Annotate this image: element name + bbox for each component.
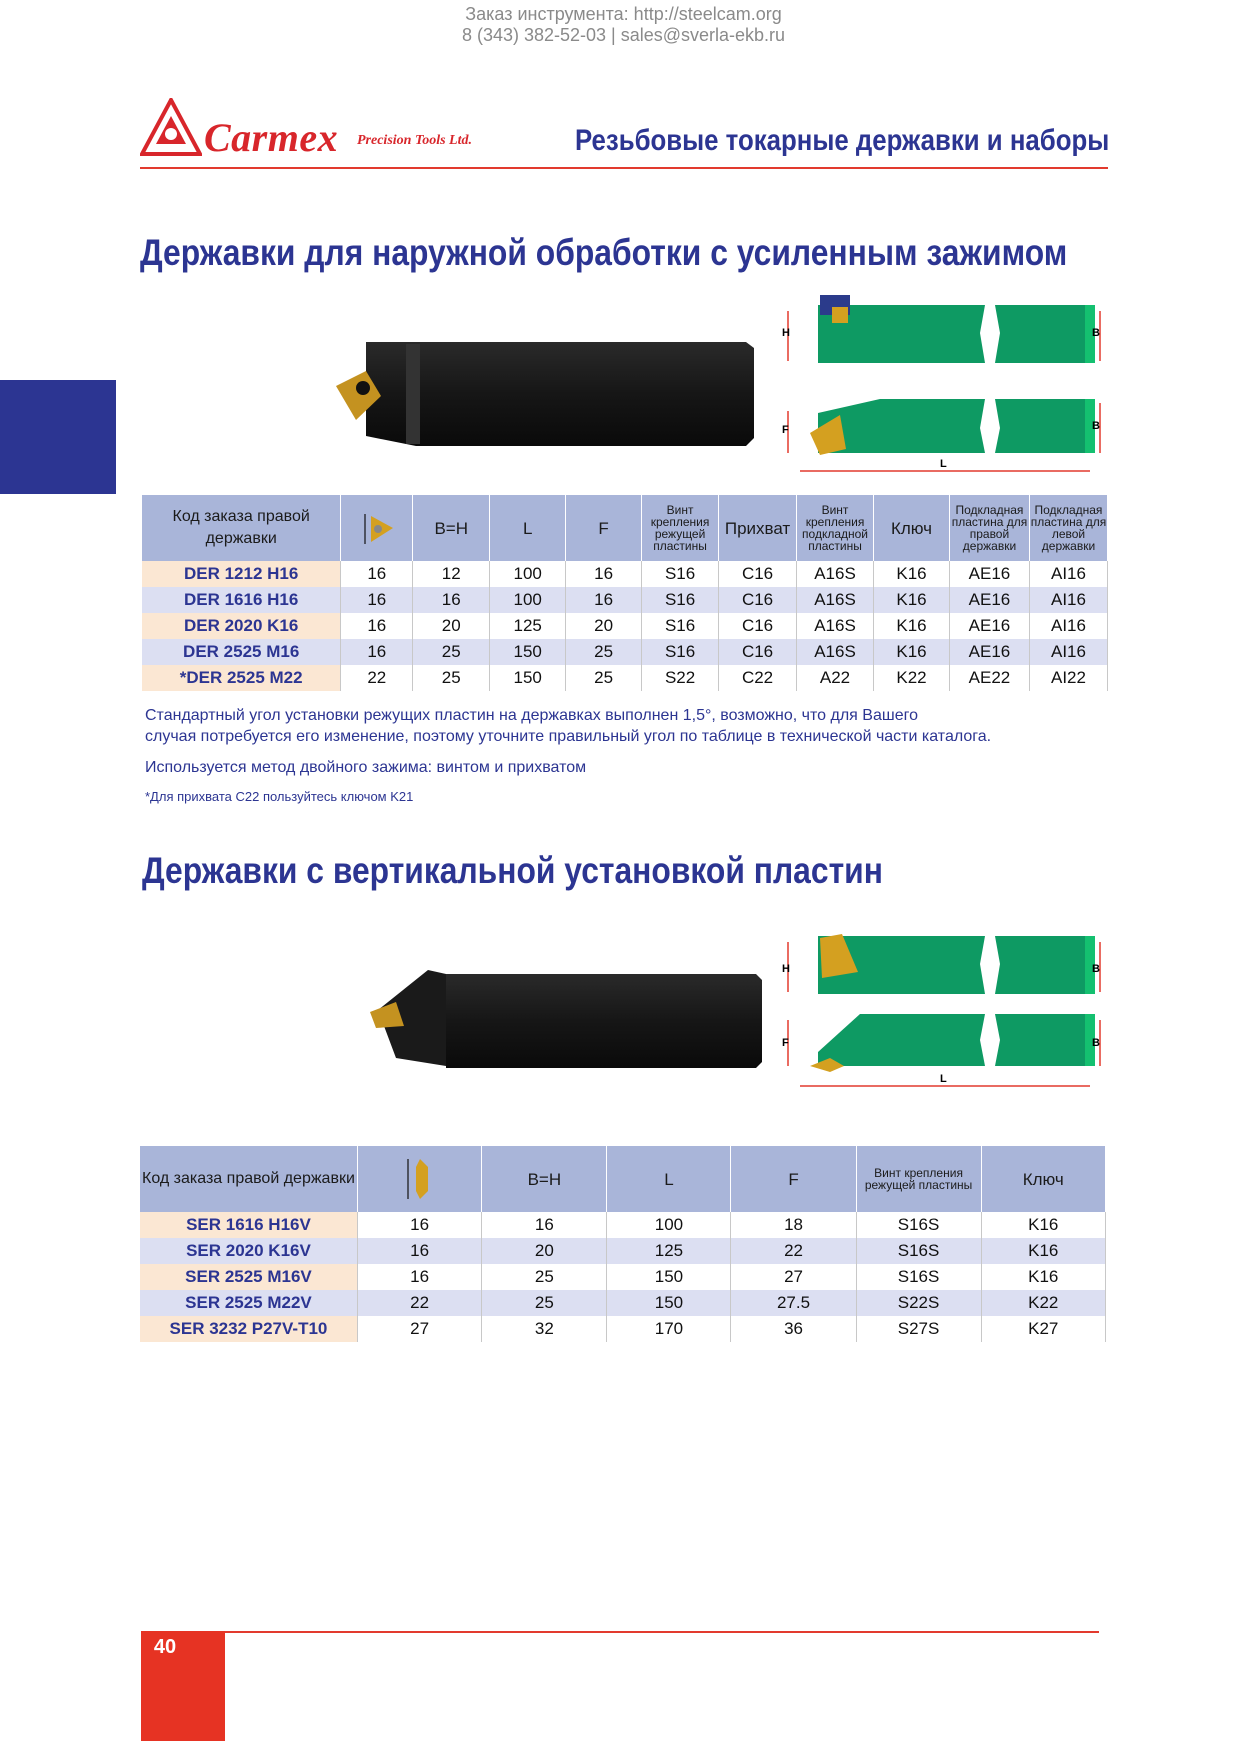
- table-cell: S16S: [856, 1212, 981, 1238]
- table-cell: C16: [719, 561, 797, 587]
- note-key: *Для прихвата C22 пользуйтесь ключом K21: [145, 789, 414, 804]
- table-cell: 25: [413, 639, 490, 665]
- note-angle-1: Стандартный угол установки режущих пластин на державках выполнен 1,5°, возможно, что для Вашего: [145, 707, 918, 724]
- table-cell: 20: [413, 613, 490, 639]
- table-cell: K22: [874, 665, 950, 691]
- table-cell: 150: [490, 665, 566, 691]
- col2-bh: B=H: [482, 1146, 607, 1212]
- order-code-cell: SER 2525 M22V: [140, 1290, 357, 1316]
- table-cell: 150: [490, 639, 566, 665]
- table-cell: 16: [413, 587, 490, 613]
- table-cell: K16: [874, 587, 950, 613]
- table-cell: A16S: [797, 587, 874, 613]
- dim-label-b3: B: [1092, 963, 1100, 975]
- table-cell: 16: [357, 1238, 481, 1264]
- col2-insert-size: [357, 1146, 481, 1212]
- diagram-top-view-1: [780, 393, 1110, 478]
- dim-label-b2: B: [1092, 420, 1100, 432]
- table-cell: S27S: [856, 1316, 981, 1342]
- diagram-side-view-1: [780, 293, 1110, 363]
- table-cell: K16: [874, 561, 950, 587]
- table-cell: K27: [981, 1316, 1105, 1342]
- table-cell: 150: [607, 1290, 731, 1316]
- col2-f: F: [731, 1146, 856, 1212]
- order-code-cell: SER 2525 M16V: [140, 1264, 357, 1290]
- table-cell: 36: [731, 1316, 856, 1342]
- col2-insert-screw: Винт крепления режущей пластины: [856, 1146, 981, 1212]
- table-cell: A16S: [797, 561, 874, 587]
- table-cell: AE16: [949, 613, 1029, 639]
- dim-label-l: L: [940, 458, 947, 470]
- order-code-cell: SER 2020 K16V: [140, 1238, 357, 1264]
- table-cell: S16S: [856, 1238, 981, 1264]
- section-side-tab: [0, 380, 116, 494]
- table-cell: C22: [719, 665, 797, 691]
- table-row: [142, 665, 1108, 691]
- col2-order-code: Код заказа правой державки: [140, 1146, 357, 1212]
- order-code-cell: *DER 2525 M22: [142, 665, 341, 691]
- table-cell: 25: [482, 1264, 607, 1290]
- note-angle-2: случая потребуется его изменение, поэтому уточните правильный угол по таблице в технической части каталога.: [145, 728, 992, 745]
- table-row: [140, 1290, 1106, 1316]
- dim-label-f: F: [782, 424, 789, 436]
- table-cell: AI22: [1029, 665, 1107, 691]
- brand-subtitle: Precision Tools Ltd.: [357, 133, 472, 148]
- table-cell: 25: [482, 1290, 607, 1316]
- table-cell: 16: [341, 639, 413, 665]
- carmex-logo-icon: [140, 98, 202, 158]
- table-cell: S16S: [856, 1264, 981, 1290]
- col-order-code: Код заказа правой державки: [142, 495, 341, 561]
- insert-size-icon: [357, 508, 397, 548]
- table-cell: A22: [797, 665, 874, 691]
- col-bh: B=H: [413, 495, 490, 561]
- col-f: F: [566, 495, 642, 561]
- table-cell: 170: [607, 1316, 731, 1342]
- spec-table-der: [142, 495, 1108, 691]
- table-row: [140, 1316, 1106, 1342]
- contact-line-order: Заказ инструмента: http://steelcam.org: [465, 4, 782, 24]
- table-cell: AI16: [1029, 561, 1107, 587]
- col-l: L: [490, 495, 566, 561]
- table-cell: AI16: [1029, 639, 1107, 665]
- spec-table-ser: [140, 1146, 1106, 1342]
- tool-holder-photo-2: [366, 966, 766, 1071]
- table-cell: 16: [566, 561, 642, 587]
- table-cell: 16: [357, 1264, 481, 1290]
- contact-line-phone: 8 (343) 382-52-03 | sales@sverla-ekb.ru: [461, 25, 786, 45]
- table-row: [140, 1212, 1106, 1238]
- table-cell: 16: [341, 613, 413, 639]
- table-cell: 18: [731, 1212, 856, 1238]
- table-cell: 20: [566, 613, 642, 639]
- page-header-title: Резьбовые токарные державки и наборы: [574, 124, 1109, 157]
- table-cell: 25: [566, 665, 642, 691]
- table-cell: 125: [607, 1238, 731, 1264]
- table-cell: AI16: [1029, 613, 1107, 639]
- table-cell: 12: [413, 561, 490, 587]
- dim-label-l2: L: [940, 1073, 947, 1085]
- table-cell: 16: [357, 1212, 481, 1238]
- table-cell: S16: [642, 587, 719, 613]
- table-cell: 16: [566, 587, 642, 613]
- vertical-insert-icon: [400, 1155, 440, 1203]
- dim-label-b: B: [1092, 327, 1100, 339]
- table-cell: K22: [981, 1290, 1105, 1316]
- table-cell: S22: [642, 665, 719, 691]
- table-cell: 27: [357, 1316, 481, 1342]
- table-row: [142, 639, 1108, 665]
- table-cell: S16: [642, 561, 719, 587]
- table-row: [142, 613, 1108, 639]
- col-insert-size: [341, 495, 413, 561]
- table-cell: 27.5: [731, 1290, 856, 1316]
- table-cell: 27: [731, 1264, 856, 1290]
- header-divider: [140, 167, 1108, 169]
- order-code-cell: DER 1616 H16: [142, 587, 341, 613]
- table-cell: S22S: [856, 1290, 981, 1316]
- table-cell: A16S: [797, 613, 874, 639]
- brand-name: Carmex: [204, 115, 339, 160]
- table-row: [140, 1264, 1106, 1290]
- col-key: Ключ: [874, 495, 950, 561]
- table-cell: 125: [490, 613, 566, 639]
- col-clamp: Прихват: [719, 495, 797, 561]
- table-cell: 16: [341, 587, 413, 613]
- table-row: [140, 1238, 1106, 1264]
- table-cell: 25: [413, 665, 490, 691]
- table-cell: C16: [719, 639, 797, 665]
- table-cell: K16: [981, 1264, 1105, 1290]
- table-row: [142, 561, 1108, 587]
- dim-label-b4: B: [1092, 1037, 1100, 1049]
- order-code-cell: DER 2020 K16: [142, 613, 341, 639]
- col-insert-screw: Винт крепления режущей пластины: [642, 495, 719, 561]
- table-cell: AE22: [949, 665, 1029, 691]
- table-cell: C16: [719, 613, 797, 639]
- col-shim-right: Подкладная пластина для правой державки: [949, 495, 1029, 561]
- table-cell: 22: [357, 1290, 481, 1316]
- col2-key: Ключ: [981, 1146, 1105, 1212]
- table-cell: 100: [490, 587, 566, 613]
- table-cell: S16: [642, 613, 719, 639]
- table-cell: AE16: [949, 587, 1029, 613]
- table-cell: K16: [981, 1238, 1105, 1264]
- table-row: [142, 587, 1108, 613]
- table-cell: K16: [874, 639, 950, 665]
- table-cell: 16: [482, 1212, 607, 1238]
- table-cell: 150: [607, 1264, 731, 1290]
- table-cell: AE16: [949, 561, 1029, 587]
- table-cell: 20: [482, 1238, 607, 1264]
- table-cell: AI16: [1029, 587, 1107, 613]
- col-shim-left: Подкладная пластина для левой державки: [1029, 495, 1107, 561]
- dim-label-f2: F: [782, 1037, 789, 1049]
- table-cell: K16: [981, 1212, 1105, 1238]
- order-code-cell: SER 3232 P27V-T10: [140, 1316, 357, 1342]
- table-cell: AE16: [949, 639, 1029, 665]
- table-cell: 25: [566, 639, 642, 665]
- table-cell: K16: [874, 613, 950, 639]
- table-cell: 22: [341, 665, 413, 691]
- col2-l: L: [607, 1146, 731, 1212]
- table-cell: 22: [731, 1238, 856, 1264]
- order-code-cell: DER 1212 H16: [142, 561, 341, 587]
- section1-title: Державки для наружной обработки с усиленным зажимом: [140, 232, 1068, 273]
- table-cell: C16: [719, 587, 797, 613]
- table-cell: A16S: [797, 639, 874, 665]
- dim-label-h2: H: [782, 963, 790, 975]
- table-cell: 100: [607, 1212, 731, 1238]
- table-cell: 16: [341, 561, 413, 587]
- contact-info: [0, 4, 1247, 46]
- order-code-cell: DER 2525 M16: [142, 639, 341, 665]
- table-cell: S16: [642, 639, 719, 665]
- tool-holder-photo-1: [336, 336, 766, 451]
- note-clamp-method: Используется метод двойного зажима: винтом и прихватом: [145, 759, 587, 776]
- order-code-cell: SER 1616 H16V: [140, 1212, 357, 1238]
- col-shim-screw: Винт крепления подкладной пластины: [797, 495, 874, 561]
- dim-label-h: H: [782, 327, 790, 339]
- diagram-top-view-2: [780, 1010, 1110, 1092]
- page-number: 40: [153, 1636, 177, 1658]
- footer-divider: [225, 1631, 1099, 1633]
- table-cell: 100: [490, 561, 566, 587]
- diagram-side-view-2: [780, 932, 1110, 1002]
- table-cell: 32: [482, 1316, 607, 1342]
- section2-title: Державки с вертикальной установкой пластин: [142, 850, 883, 891]
